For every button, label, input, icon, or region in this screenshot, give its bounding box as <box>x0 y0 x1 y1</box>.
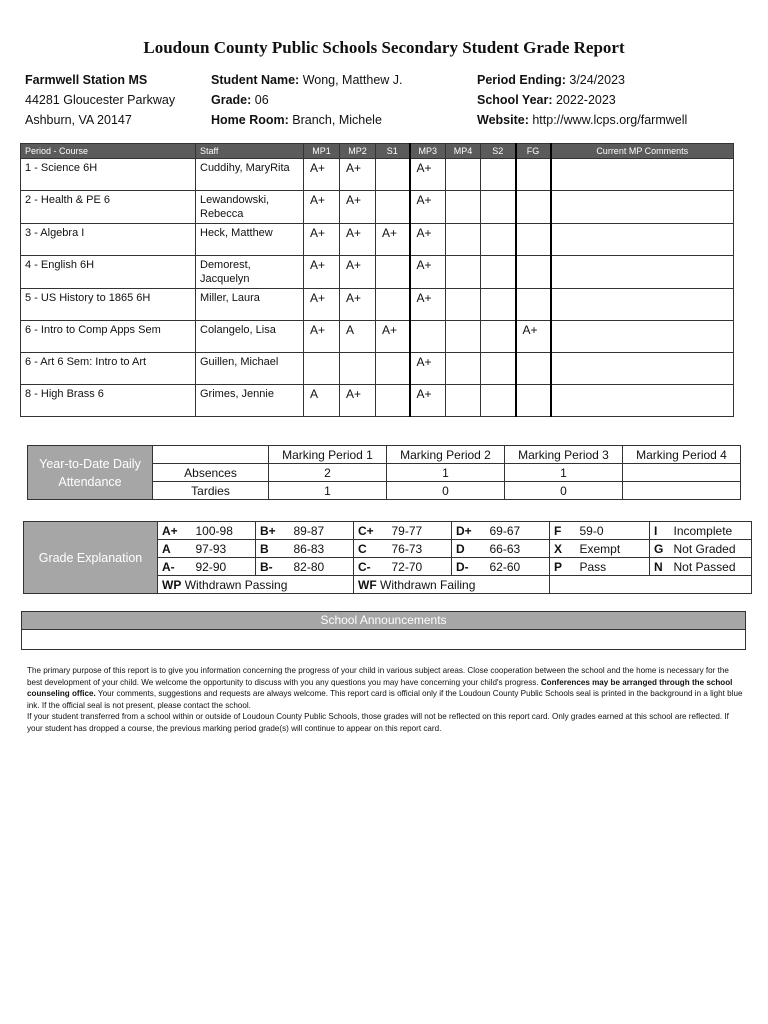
grade-cell-mp4 <box>446 385 481 417</box>
grade-cell-comments <box>551 224 734 256</box>
grade-code: A <box>158 540 192 558</box>
grade-cell-mp3: A+ <box>410 385 446 417</box>
grades-table <box>20 143 734 417</box>
grade-cell-mp1: A+ <box>304 191 340 224</box>
grade-cell-fg <box>516 385 551 417</box>
mp-header: Marking Period 2 <box>387 446 505 464</box>
grade-range: Exempt <box>576 540 650 558</box>
student-name-label: Student Name: <box>211 73 300 87</box>
grade-cell-mp4 <box>446 353 481 385</box>
grade-cell-comments <box>551 159 734 191</box>
absences-value: 1 <box>387 464 505 482</box>
grade-cell-comments <box>551 191 734 224</box>
grade-cell-s2 <box>481 321 516 353</box>
grade-explanation-label: Grade Explanation <box>24 522 158 594</box>
grade-cell-mp3 <box>410 321 446 353</box>
grade-cell-mp3: A+ <box>410 159 446 191</box>
mp-header: Marking Period 4 <box>623 446 741 464</box>
grade-code: D+ <box>452 522 486 540</box>
attendance-table <box>27 445 741 500</box>
grade-code: D- <box>452 558 486 576</box>
grade-cell-fg <box>516 191 551 224</box>
grade-cell-mp4 <box>446 256 481 289</box>
grades-header-cell: Current MP Comments <box>551 144 734 159</box>
grade-range: 66-63 <box>486 540 550 558</box>
grades-header-row <box>21 144 734 159</box>
table-row <box>21 256 734 289</box>
grade-cell-comments <box>551 321 734 353</box>
grade-cell-mp3: A+ <box>410 353 446 385</box>
grade-cell-mp1: A+ <box>304 289 340 321</box>
grade-cell-staff: Lewandowski, Rebecca <box>196 191 304 224</box>
grade-cell-comments <box>551 385 734 417</box>
grade-cell-comments <box>551 289 734 321</box>
grades-header-cell: MP4 <box>446 144 481 159</box>
grade-cell-s1: A+ <box>376 321 410 353</box>
grade-cell-mp2: A+ <box>340 385 376 417</box>
grade-cell-mp2: A+ <box>340 289 376 321</box>
school-announcements <box>21 611 746 650</box>
wp-code: WP <box>162 577 182 592</box>
grade-cell-s1 <box>376 256 410 289</box>
school-address-1: 44281 Gloucester Parkway <box>25 93 176 107</box>
grade-cell-s1 <box>376 289 410 321</box>
grade-cell-mp4 <box>446 159 481 191</box>
grade-code: G <box>650 540 670 558</box>
attendance-label: Year-to-Date Daily Attendance <box>28 446 153 500</box>
grade-cell-s2 <box>481 256 516 289</box>
website-label: Website: <box>477 113 529 127</box>
grade-code: I <box>650 522 670 540</box>
grade-cell-mp3: A+ <box>410 224 446 256</box>
grade-cell-fg: A+ <box>516 321 551 353</box>
grade-cell-course: 3 - Algebra I <box>21 224 196 256</box>
grade-cell-s1 <box>376 353 410 385</box>
grade-code: B <box>256 540 290 558</box>
grades-header-cell: S2 <box>481 144 516 159</box>
grade-range: 92-90 <box>192 558 256 576</box>
grade-cell-mp4 <box>446 321 481 353</box>
grade-cell-course: 5 - US History to 1865 6H <box>21 289 196 321</box>
grade-code: P <box>550 558 576 576</box>
grade-cell-course: 8 - High Brass 6 <box>21 385 196 417</box>
grade-cell-mp2: A <box>340 321 376 353</box>
grade-cell-mp2: A+ <box>340 191 376 224</box>
grades-header-cell: MP1 <box>304 144 340 159</box>
footer-text: Your comments, suggestions and requests are always welcome. This report card is official only if the Loudoun County Public Schools seal is printed in the background in a light blue ink. If the official seal is not present, please contact the school. <box>27 689 743 710</box>
absences-value <box>623 464 741 482</box>
mp-header: Marking Period 1 <box>269 446 387 464</box>
grade-label: Grade: <box>211 93 252 107</box>
grade-range: 72-70 <box>388 558 452 576</box>
grade-cell-mp4 <box>446 191 481 224</box>
grade-code: A- <box>158 558 192 576</box>
grade-cell-fg <box>516 256 551 289</box>
grade-range: Not Passed <box>670 558 752 576</box>
grade-range: Incomplete <box>670 522 752 540</box>
period-ending-label: Period Ending: <box>477 73 566 87</box>
table-row <box>21 353 734 385</box>
footer-conference-note: Conferences may be arranged through the school counseling office. <box>27 677 733 699</box>
grade-range: Not Graded <box>670 540 752 558</box>
grade-cell-mp2 <box>340 353 376 385</box>
grade-cell-fg <box>516 159 551 191</box>
grade-cell-staff: Heck, Matthew <box>196 224 304 256</box>
school-year-label: School Year: <box>477 93 553 107</box>
grade-cell-s2 <box>481 289 516 321</box>
period-ending: 3/24/2023 <box>569 73 625 87</box>
grade-range: 82-80 <box>290 558 354 576</box>
grade-explanation-table <box>23 521 752 594</box>
table-row <box>21 321 734 353</box>
grade-range: 79-77 <box>388 522 452 540</box>
grade-cell-s2 <box>481 385 516 417</box>
grade-cell-fg <box>516 353 551 385</box>
grades-header-cell: MP2 <box>340 144 376 159</box>
grades-header-cell: Period - Course <box>21 144 196 159</box>
grades-header-cell: S1 <box>376 144 410 159</box>
grade-code: F <box>550 522 576 540</box>
school-name: Farmwell Station MS <box>25 73 148 87</box>
table-row <box>21 191 734 224</box>
absences-value: 1 <box>505 464 623 482</box>
table-row <box>21 385 734 417</box>
grade-cell-course: 6 - Intro to Comp Apps Sem <box>21 321 196 353</box>
student-info <box>211 70 403 130</box>
school-year: 2022-2023 <box>555 93 616 107</box>
absences-label: Absences <box>153 464 269 482</box>
withdrawn-passing <box>158 576 354 594</box>
grade-cell-mp1: A <box>304 385 340 417</box>
empty-cell <box>550 576 752 594</box>
grade-cell-course: 4 - English 6H <box>21 256 196 289</box>
grades-header-cell: FG <box>516 144 551 159</box>
grade-cell-course: 1 - Science 6H <box>21 159 196 191</box>
grade-cell-mp4 <box>446 224 481 256</box>
wf-text: Withdrawn Failing <box>380 577 476 592</box>
grade-cell-course: 6 - Art 6 Sem: Intro to Art <box>21 353 196 385</box>
tardies-value: 0 <box>505 482 623 500</box>
grade-range: 62-60 <box>486 558 550 576</box>
wp-text: Withdrawn Passing <box>184 577 288 592</box>
announcements-body <box>22 630 745 649</box>
grade-cell-s1 <box>376 191 410 224</box>
student-name: Wong, Matthew J. <box>302 73 403 87</box>
grade-range: 69-67 <box>486 522 550 540</box>
tardies-value <box>623 482 741 500</box>
grade-cell-s1 <box>376 385 410 417</box>
grade-code: X <box>550 540 576 558</box>
grade-cell-mp2: A+ <box>340 224 376 256</box>
grade-cell-s1 <box>376 159 410 191</box>
tardies-value: 1 <box>269 482 387 500</box>
grade-cell-s2 <box>481 353 516 385</box>
tardies-value: 0 <box>387 482 505 500</box>
school-address-2: Ashburn, VA 20147 <box>25 113 132 127</box>
grade-cell-s2 <box>481 191 516 224</box>
grade-cell-mp1: A+ <box>304 321 340 353</box>
grade-cell-mp1: A+ <box>304 256 340 289</box>
attendance-corner <box>153 446 269 464</box>
grade-scale-row <box>24 522 752 540</box>
grade-range: 59-0 <box>576 522 650 540</box>
footer-transfer-note: If your student transferred from a school within or outside of Loudoun County Public Schools, those grades will not be reflected on this report card. Only grades earned at this school are reflected. If your student has dropped a course, the previous marking period grade(s) will continue to appear on this report card. <box>27 712 729 733</box>
grade-cell-mp3: A+ <box>410 256 446 289</box>
grade-cell-staff: Cuddihy, MaryRita <box>196 159 304 191</box>
grade-code: C <box>354 540 388 558</box>
grade-cell-mp1: A+ <box>304 224 340 256</box>
period-info <box>477 70 687 130</box>
website-link[interactable]: http://www.lcps.org/farmwell <box>532 113 688 127</box>
grade-cell-staff: Guillen, Michael <box>196 353 304 385</box>
grades-header-cell: Staff <box>196 144 304 159</box>
grade-cell-staff: Grimes, Jennie <box>196 385 304 417</box>
school-info <box>25 70 175 130</box>
grade-cell-s2 <box>481 224 516 256</box>
grade-cell-fg <box>516 224 551 256</box>
grades-header-cell: MP3 <box>410 144 446 159</box>
grade-code: B+ <box>256 522 290 540</box>
grade-cell-course: 2 - Health & PE 6 <box>21 191 196 224</box>
table-row <box>21 289 734 321</box>
grade-code: C+ <box>354 522 388 540</box>
grade-cell-s2 <box>481 159 516 191</box>
grade-range: Pass <box>576 558 650 576</box>
grade-cell-comments <box>551 256 734 289</box>
grade-cell-mp1: A+ <box>304 159 340 191</box>
grade-code: C- <box>354 558 388 576</box>
grade-code: B- <box>256 558 290 576</box>
tardies-label: Tardies <box>153 482 269 500</box>
report-title: Loudoun County Public Schools Secondary Student Grade Report <box>143 38 625 57</box>
grade-cell-mp4 <box>446 289 481 321</box>
grade-range: 100-98 <box>192 522 256 540</box>
grade-code: D <box>452 540 486 558</box>
grade-range: 97-93 <box>192 540 256 558</box>
grade-cell-mp1 <box>304 353 340 385</box>
grade-cell-mp2: A+ <box>340 256 376 289</box>
grade-value: 06 <box>254 93 269 107</box>
table-row <box>21 224 734 256</box>
grade-range: 86-83 <box>290 540 354 558</box>
grade-cell-mp2: A+ <box>340 159 376 191</box>
announcements-header: School Announcements <box>22 612 745 630</box>
withdrawn-failing <box>354 576 550 594</box>
table-row <box>21 159 734 191</box>
mp-header: Marking Period 3 <box>505 446 623 464</box>
grade-cell-staff: Miller, Laura <box>196 289 304 321</box>
homeroom-label: Home Room: <box>211 113 289 127</box>
grade-cell-staff: Demorest, Jacquelyn <box>196 256 304 289</box>
grade-cell-mp3: A+ <box>410 191 446 224</box>
report-footer <box>27 665 743 735</box>
footer-text: The primary purpose of this report is to give you information concerning the progress of your child in various subject areas. Close cooperation between the school and the home is necessary for the best development of your child. We welcome the opportunity to discuss with you any questions you may have concerning your child's progress. <box>27 666 729 687</box>
grade-cell-s1: A+ <box>376 224 410 256</box>
grade-cell-mp3: A+ <box>410 289 446 321</box>
grade-code: A+ <box>158 522 192 540</box>
grade-cell-fg <box>516 289 551 321</box>
absences-value: 2 <box>269 464 387 482</box>
grade-range: 76-73 <box>388 540 452 558</box>
grade-cell-comments <box>551 353 734 385</box>
homeroom-value: Branch, Michele <box>292 113 382 127</box>
grade-cell-staff: Colangelo, Lisa <box>196 321 304 353</box>
grade-code: N <box>650 558 670 576</box>
grade-range: 89-87 <box>290 522 354 540</box>
wf-code: WF <box>358 577 377 592</box>
